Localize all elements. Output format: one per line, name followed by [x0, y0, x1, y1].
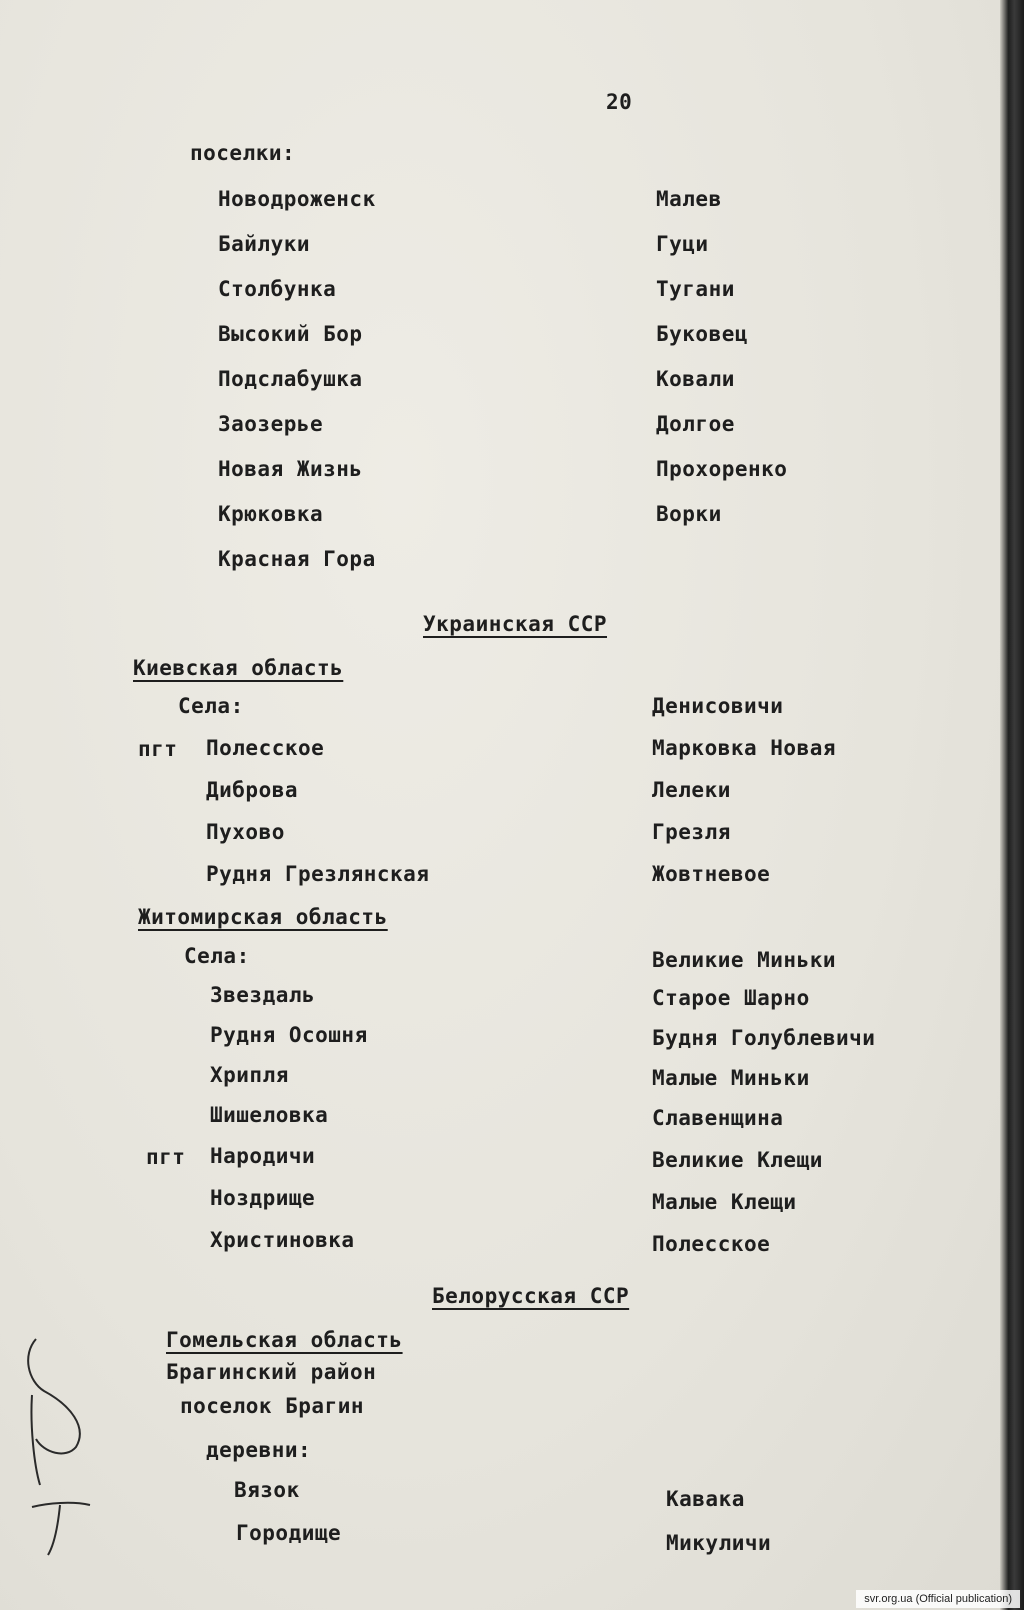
handwritten-mark [14, 1335, 104, 1565]
list-item: Высокий Бор [218, 322, 363, 346]
list-item: Старое Шарно [652, 986, 810, 1010]
heading-ukrainian-ssr: Украинская ССР [423, 612, 608, 636]
list-item: Лелеки [652, 778, 731, 802]
list-item: Малые Миньки [652, 1066, 810, 1090]
list-item: Гуци [656, 232, 709, 256]
list-item: Великие Клещи [652, 1148, 823, 1172]
list-item: Кавака [666, 1487, 745, 1511]
list-item: Столбунка [218, 277, 337, 301]
list-item: Великие Миньки [652, 948, 837, 972]
list-item: Диброва [206, 778, 299, 802]
list-item: Малые Клещи [652, 1190, 797, 1214]
list-item: Ноздрище [210, 1186, 316, 1210]
list-item: Крюковка [218, 502, 324, 526]
list-item: Байлуки [218, 232, 311, 256]
list-item: Новодроженск [218, 187, 376, 211]
list-item: Красная Гора [218, 547, 376, 571]
list-item: Буковец [656, 322, 749, 346]
list-item: Денисовичи [652, 694, 784, 718]
list-item: Ковали [656, 367, 735, 391]
page-binding-edge [1000, 0, 1024, 1610]
section-heading-posyolki: поселки: [190, 141, 296, 165]
list-item: Подслабушка [218, 367, 363, 391]
list-item: Грезля [652, 820, 731, 844]
list-item: Рудня Грезлянская [206, 862, 430, 886]
page-number: 20 [606, 90, 633, 114]
list-item: Будня Голублевичи [652, 1026, 876, 1050]
list-item: Микуличи [666, 1531, 772, 1555]
sela-label: Села: [184, 944, 250, 968]
heading-kiev-oblast: Киевская область [133, 656, 344, 680]
list-item: Полесское [206, 736, 325, 760]
list-item: Звездаль [210, 983, 316, 1007]
settlement-name: поселок Брагин [180, 1394, 365, 1418]
list-item: Пухово [206, 820, 285, 844]
heading-gomel-oblast: Гомельская область [166, 1328, 403, 1352]
list-item: Долгое [656, 412, 735, 436]
list-item: Городище [236, 1521, 342, 1545]
district-name: Брагинский район [166, 1360, 377, 1384]
list-item: Хрипля [210, 1063, 289, 1087]
pgt-label: пгт [146, 1145, 186, 1169]
list-item: Шишеловка [210, 1103, 329, 1127]
list-item: Полесское [652, 1232, 771, 1256]
heading-belarusian-ssr: Белорусская ССР [432, 1284, 630, 1308]
list-item: Народичи [210, 1144, 316, 1168]
list-item: Заозерье [218, 412, 324, 436]
list-item: Вязок [234, 1478, 300, 1502]
list-item: Малев [656, 187, 722, 211]
list-item: Ворки [656, 502, 722, 526]
list-item: Прохоренко [656, 457, 788, 481]
list-item: Тугани [656, 277, 735, 301]
pgt-label: пгт [138, 737, 178, 761]
heading-zhitomir-oblast: Житомирская область [138, 905, 388, 929]
source-credit: svr.org.ua (Official publication) [856, 1590, 1020, 1608]
list-item: Христиновка [210, 1228, 355, 1252]
derevni-label: деревни: [206, 1438, 312, 1462]
list-item: Рудня Осошня [210, 1023, 368, 1047]
list-item: Славенщина [652, 1106, 784, 1130]
list-item: Марковка Новая [652, 736, 837, 760]
sela-label: Села: [178, 694, 244, 718]
list-item: Жовтневое [652, 862, 771, 886]
list-item: Новая Жизнь [218, 457, 363, 481]
